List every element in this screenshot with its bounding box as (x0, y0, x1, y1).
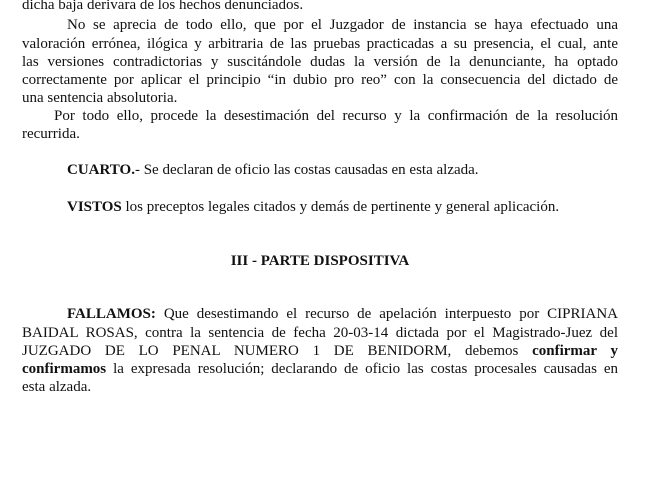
vistos-label: VISTOS (67, 199, 122, 215)
paragraph-valoracion-line-5: una sentencia absolutoria. (22, 90, 178, 106)
fallamos-line-4-bold: confirmamos (22, 361, 107, 377)
paragraph-hechos-line: dicha baja derivara de los hechos denunciados. (22, 0, 304, 13)
fallamos-line-3-text: JUZGADO DE LO PENAL NUMERO 1 DE BENIDORM, debemos (22, 343, 533, 359)
cuarto-label: CUARTO. (67, 162, 135, 178)
section-heading: III - PARTE DISPOSITIVA (230, 253, 410, 269)
paragraph-valoracion-line-3: las versiones contradictorias y suscitándole dudas la versión de la denunciante, ha optado (22, 54, 618, 70)
fallamos-line-4-text: la expresada resolución; declarando de oficio las costas procesales causadas en (106, 361, 618, 377)
fallamos-line-3 (22, 342, 618, 360)
paragraph-valoracion-line-1: No se aprecia de todo ello, que por el Juzgador de instancia se haya efectuado una (67, 17, 618, 33)
fallamos-line-1 (22, 305, 618, 323)
cuarto-paragraph (22, 161, 618, 179)
cuarto-text: - Se declaran de oficio las costas causadas en esta alzada. (134, 162, 479, 178)
vistos-text: los preceptos legales citados y demás de pertinente y general aplicación. (121, 199, 560, 215)
fallamos-line-4 (22, 360, 618, 378)
paragraph-por-todo-line-1: Por todo ello, procede la desestimación del recurso y la confirmación de la resolución (54, 108, 618, 124)
paragraph-valoracion-line-2: valoración errónea, ilógica y arbitraria de las pruebas practicadas a su presencia, el cual, ante (22, 36, 618, 52)
fallamos-line-1-text: Que desestimando el recurso de apelación interpuesto por CIPRIANA (155, 306, 618, 322)
fallamos-label: FALLAMOS: (67, 306, 156, 322)
fallamos-line-5: esta alzada. (22, 379, 92, 395)
fallamos-line-2: BAIDAL ROSAS, contra la sentencia de fecha 20-03-14 dictada por el Magistrado-Juez del (22, 325, 618, 341)
vistos-paragraph (22, 198, 618, 216)
paragraph-por-todo-line-2: recurrida. (22, 126, 80, 142)
fallamos-line-3-bold: confirmar y (532, 343, 619, 359)
paragraph-valoracion-line-4: correctamente por aplicar el principio “in dubio pro reo” con la consecuencia del dictado de (22, 72, 618, 88)
